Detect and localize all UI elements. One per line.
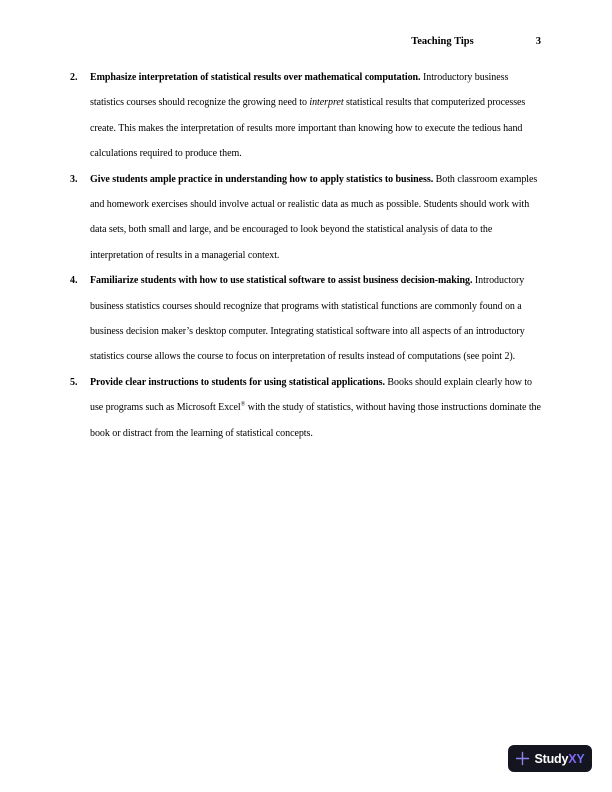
logo-text-accent: XY — [568, 751, 585, 766]
text-segment-bold: Familiarize students with how to use statistical software to assist business decision-making. — [90, 275, 475, 287]
list-item — [70, 370, 542, 446]
text-segment-bold: Emphasize interpretation of statistical results over mathematical computation. — [90, 72, 423, 83]
header-title: Teaching Tips — [411, 36, 474, 47]
list-item-text — [90, 72, 525, 159]
teaching-tips-list — [70, 65, 542, 446]
list-item-number: 3. — [70, 173, 78, 185]
list-item-number: 4. — [70, 275, 78, 287]
list-item-text — [90, 377, 541, 439]
studyxy-badge — [508, 745, 592, 772]
text-segment-normal: Both classroom examples and homework exercises should involve actual or realistic data as much as possible. Students should work with data sets, both small and large, and be encouraged to look beyond the statistical analysis of data to the interpretation of results in a managerial context. — [90, 173, 538, 261]
text-segment-sup: ® — [240, 400, 246, 408]
page-header — [70, 36, 541, 47]
text-segment-bold: Give students ample practice in understanding how to apply statistics to business. — [90, 173, 436, 185]
list-item-text — [90, 174, 537, 261]
list-item-number: 5. — [70, 376, 78, 388]
logo-text-primary: Study — [534, 751, 569, 766]
page-number: 3 — [535, 36, 541, 47]
text-segment-normal: statistical results that computerized processes create. This makes the interpretation of results more important than knowing how to execute the tedious hand calculations required to produce them. — [90, 97, 526, 160]
logo-text — [534, 752, 584, 766]
list-item-text — [90, 275, 525, 362]
list-item — [70, 65, 542, 167]
text-segment-bold: Provide clear instructions to students for using statistical applications. — [90, 376, 388, 388]
list-item — [70, 167, 542, 269]
text-segment-normal: Introductory business statistics courses should recognize that programs with statistical functions are commonly found on a business decision maker’s desktop computer. Integrating statistical software into all aspects of an introductory statistics course allows the course to focus on interpretation of results instead of computations (see point 2). — [90, 275, 525, 363]
text-segment-normal: with the study of statistics, without having those instructions dominate the book or distract from the learning of statistical concepts. — [90, 402, 541, 439]
text-segment-normal: Introductory business statistics courses should recognize the growing need to — [90, 72, 509, 109]
list-item-number: 2. — [70, 72, 78, 83]
text-segment-normal: Books should explain clearly how to use programs such as Microsoft Excel — [90, 376, 532, 414]
plus-icon — [515, 751, 530, 766]
text-segment-italic: interpret — [309, 97, 344, 109]
list-item — [70, 268, 542, 370]
